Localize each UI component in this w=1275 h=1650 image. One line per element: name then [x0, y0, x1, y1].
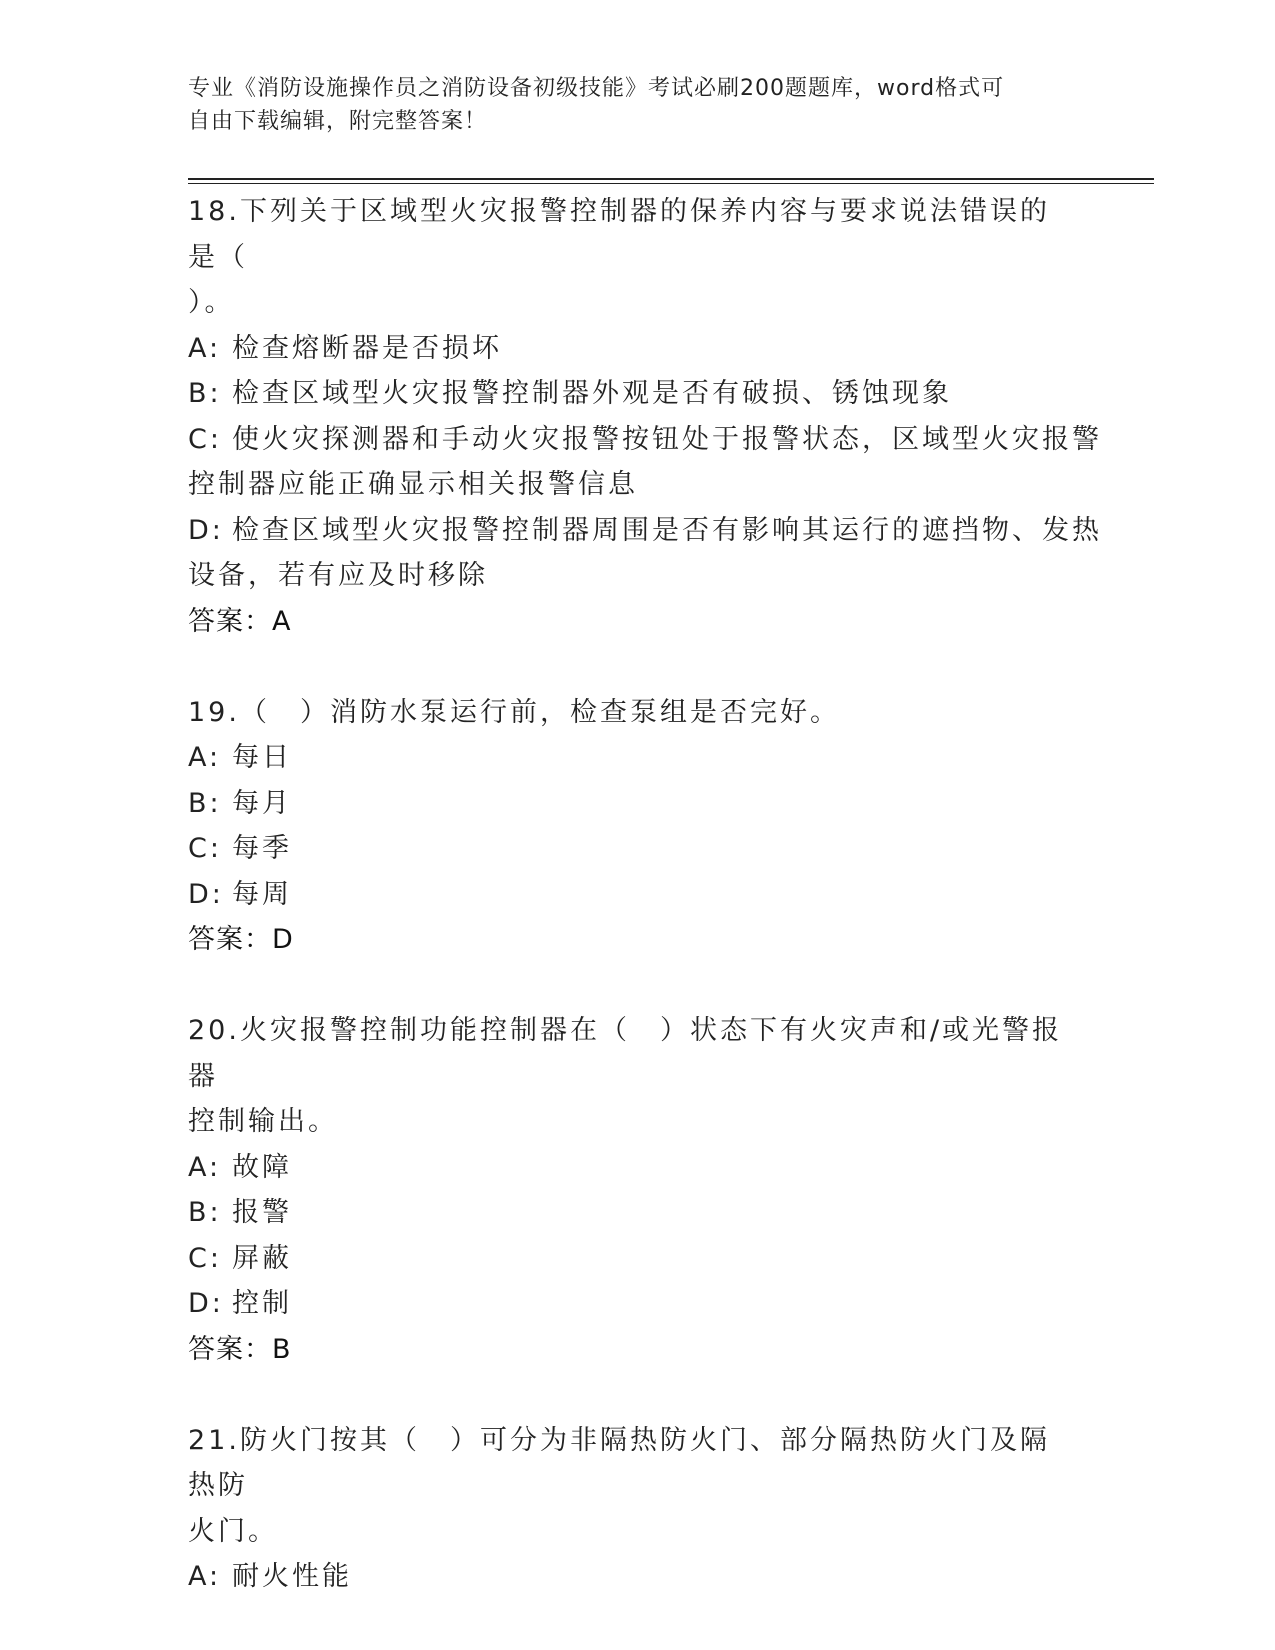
option-text: 每周 [232, 878, 292, 910]
question-stem-line: 18.下列关于区域型火灾报警控制器的保养内容与要求说法错误的是（ [188, 196, 1050, 273]
option-text: 设备，若有应及时移除 [188, 560, 488, 591]
option-text: 每月 [232, 787, 292, 819]
option-letter: D: [188, 514, 224, 546]
option-letter: A: [188, 332, 222, 364]
question-stem-line: 21.防火门按其（ ）可分为非隔热防火门、部分隔热防火门及隔热防 [188, 1424, 1050, 1501]
option-text: 耐火性能 [232, 1561, 352, 1592]
option-line [188, 872, 1078, 918]
option-text: 报警 [232, 1197, 292, 1228]
option-letter: B: [188, 1197, 222, 1228]
option-line [188, 826, 1078, 872]
option-line [188, 1190, 1078, 1236]
answer-line: 答案：A [188, 605, 292, 637]
answer-line: 答案：D [188, 924, 294, 955]
option-letter: B: [188, 787, 222, 819]
header-divider-thin [188, 183, 1154, 184]
option-line [188, 553, 1078, 599]
option-letter: C: [188, 833, 222, 864]
question-stem-line: 20.火灾报警控制功能控制器在（ ）状态下有火灾声和/或光警报器 [188, 1015, 1063, 1092]
question-stem-line: 火门。 [188, 1515, 278, 1547]
question-list [188, 189, 1102, 1600]
header-divider-thick [188, 178, 1154, 180]
question-stem-line: ）。 [188, 287, 235, 318]
header-line-1: 专业《消防设施操作员之消防设备初级技能》考试必刷200题题库，word格式可 [188, 76, 1005, 101]
option-text: 屏蔽 [232, 1242, 292, 1274]
header-line-2: 自由下载编辑，附完整答案！ [188, 109, 488, 134]
question-block [188, 690, 1078, 963]
option-line [188, 508, 1102, 554]
option-letter: A: [188, 1151, 222, 1183]
option-line [188, 462, 1078, 508]
option-text: 检查熔断器是否损坏 [232, 332, 502, 364]
option-line [188, 735, 1078, 781]
option-text: 故障 [232, 1151, 292, 1183]
question-spacer [188, 644, 1078, 690]
option-letter: B: [188, 378, 222, 409]
option-line [188, 1281, 1078, 1327]
option-line [188, 1145, 1078, 1191]
option-line [188, 1554, 1078, 1600]
question-spacer [188, 1372, 1078, 1418]
option-text: 控制 [232, 1288, 292, 1319]
question-block [188, 1008, 1078, 1372]
option-text: 检查区域型火灾报警控制器外观是否有破损、锈蚀现象 [232, 378, 952, 409]
option-line [188, 326, 1078, 372]
option-letter: A: [188, 742, 222, 773]
option-letter: C: [188, 423, 222, 455]
option-text: 使火灾探测器和手动火灾报警按钮处于报警状态，区域型火灾报警 [232, 423, 1102, 455]
question-stem-line: 控制输出。 [188, 1106, 338, 1137]
option-text: 检查区域型火灾报警控制器周围是否有影响其运行的遮挡物、发热 [232, 514, 1102, 546]
option-letter: D: [188, 1288, 224, 1319]
document-header [188, 72, 1068, 138]
option-line [188, 781, 1078, 827]
option-text: 控制器应能正确显示相关报警信息 [188, 469, 638, 500]
question-stem-line: 19.（ ）消防水泵运行前，检查泵组是否完好。 [188, 696, 840, 728]
option-text: 每季 [232, 833, 292, 864]
option-letter: D: [188, 878, 224, 910]
answer-line: 答案：B [188, 1333, 292, 1365]
option-letter: A: [188, 1561, 222, 1592]
option-letter: C: [188, 1242, 222, 1274]
option-line [188, 371, 1078, 417]
question-spacer [188, 963, 1078, 1009]
option-text: 每日 [232, 742, 292, 773]
option-line [188, 417, 1102, 463]
question-block [188, 189, 1102, 644]
option-line [188, 1236, 1078, 1282]
question-block [188, 1418, 1078, 1600]
